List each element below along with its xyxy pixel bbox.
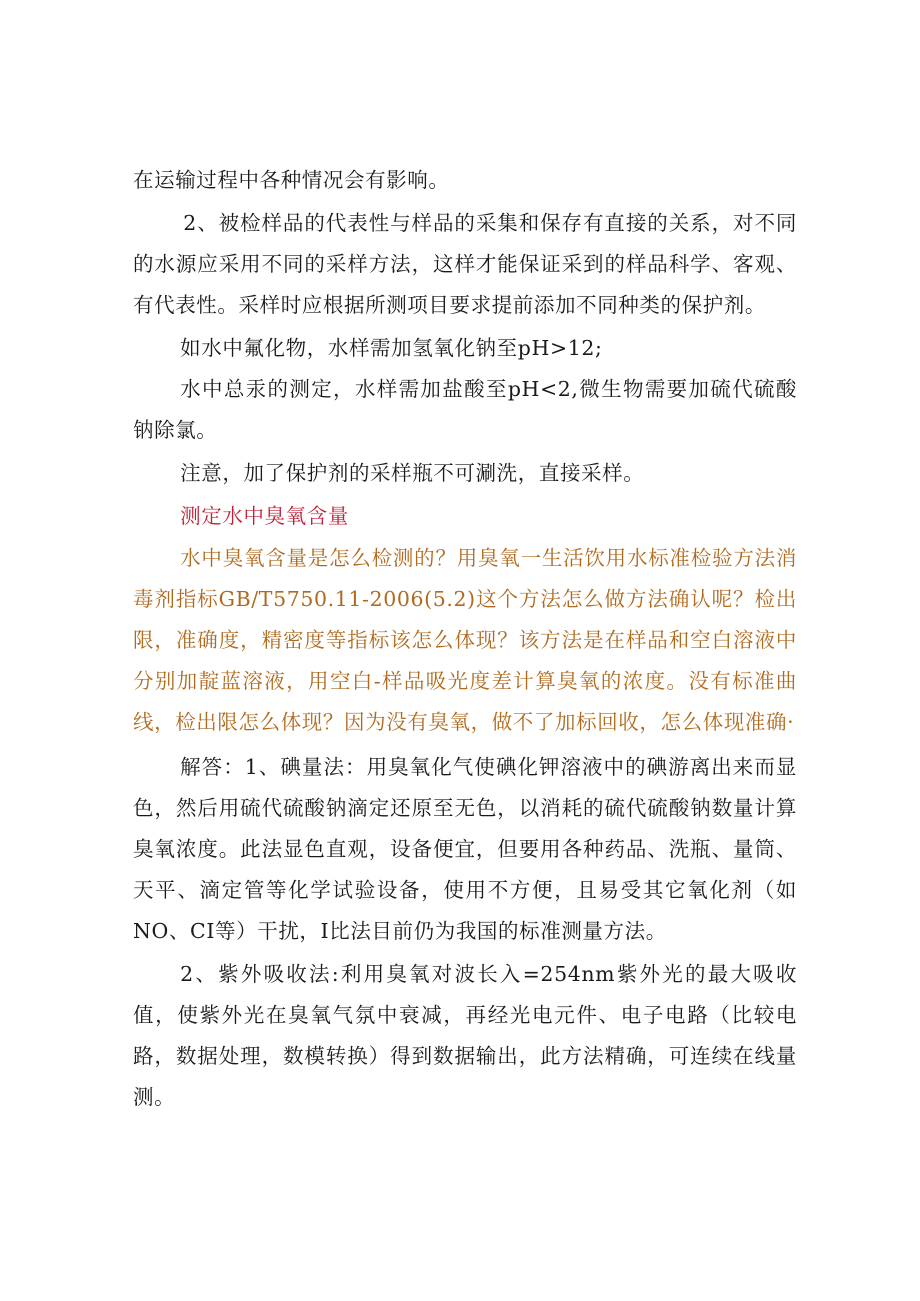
paragraph-answer-uv-absorption: 2、紫外吸收法:利用臭氧对波长入=254nm紫外光的最大吸收值，使紫外光在臭氧气氛中衰减，再经光电元件、电子电路（比较电路，数据处理，数模转换）得到数据输出，此方法精确，可连续在线量测。: [133, 962, 797, 1109]
section-heading-ozone: 测定水中臭氧含量: [180, 504, 349, 528]
paragraph-ozone-question: 水中臭氧含量是怎么检测的？用臭氧一生活饮用水标准检验方法消毒剂指标GB/T5750.11-2006(5.2)这个方法怎么做方法确认呢？检出限，准确度，精密度等指标该怎么体现？该方法是在样品和空白溶液中分别加靛蓝溶液，用空白-样品吸光度差计算臭氧的浓度。没有标准曲线，检出限怎么体现？因为没有臭氧，做不了加标回收，怎么体现准确·: [133, 546, 797, 734]
paragraph-attention-note: 注意，加了保护剂的采样瓶不可涮洗，直接采样。: [180, 461, 645, 485]
paragraph-transport-note: 在运输过程中各种情况会有影响。: [133, 168, 450, 192]
paragraph-sample-representativeness: 2、被检样品的代表性与样品的采集和保存有直接的关系，对不同的水源应采用不同的采样方法，这样才能保证采到的样品科学、客观、有代表性。采样时应根据所测项目要求提前添加不同种类的保护剂。: [133, 211, 797, 317]
paragraph-mercury-example: 水中总汞的测定，水样需加盐酸至pH<2,微生物需要加硫代硫酸钠除氯。: [133, 377, 797, 442]
paragraph-fluoride-example: 如水中氟化物，水样需加氢氧化钠至pH>12;: [180, 336, 603, 360]
paragraph-answer-iodometric: 解答：1、碘量法：用臭氧化气使碘化钾溶液中的碘游离出来而显色，然后用硫代硫酸钠滴定还原至无色，以消耗的硫代硫酸钠数量计算臭氧浓度。此法显色直观，设备便宜，但要用各种药品、洗瓶、量筒、天平、滴定管等化学试验设备，使用不方便，且易受其它氧化剂（如NO、CI等）干扰，I比法目前仍为我国的标准测量方法。: [133, 755, 797, 943]
document-body: [133, 160, 797, 1118]
